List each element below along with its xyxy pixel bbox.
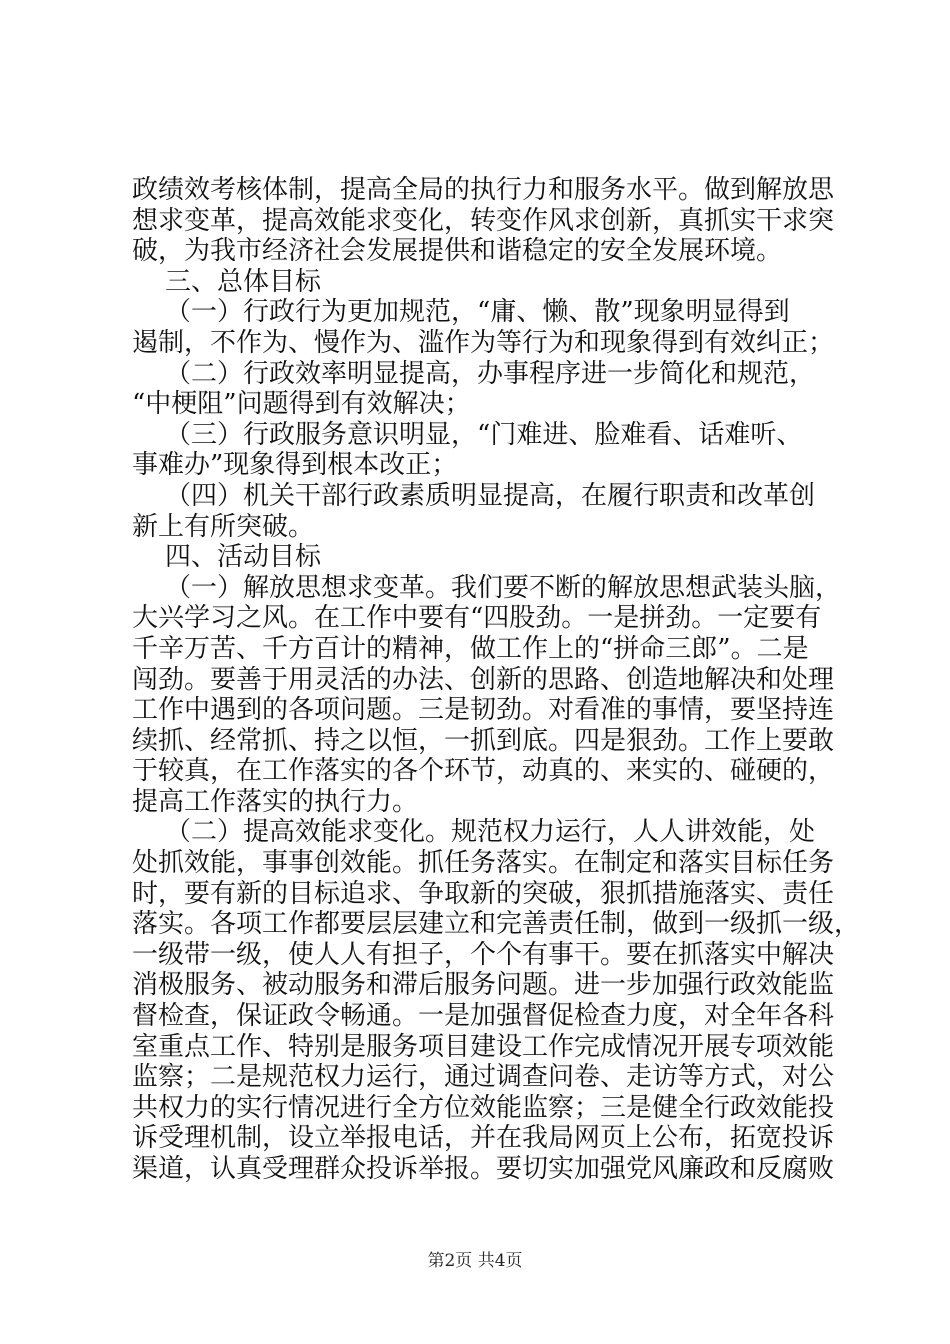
text-line: 落实。各项工作都要层层建立和完善责任制，做到一级抓一级， — [132, 909, 861, 940]
text-line: 消极服务、被动服务和滞后服务问题。进一步加强行政效能监 — [132, 970, 835, 1001]
text-line: 提高工作落实的执行力。 — [132, 786, 419, 817]
text-line: 闯劲。要善于用灵活的办法、创新的思路、创造地解决和处理 — [132, 664, 835, 695]
text-line: 一级带一级，使人人有担子，个个有事干。要在抓落实中解决 — [132, 939, 835, 970]
text-line: （二）行政效率明显提高，办事程序进一步简化和规范， — [132, 358, 816, 389]
text-line: 处抓效能，事事创效能。抓任务落实。在制定和落实目标任务 — [132, 848, 835, 879]
text-line: 政绩效考核体制，提高全局的执行力和服务水平。做到解放思 — [132, 175, 835, 205]
text-line: 室重点工作、特别是服务项目建设工作完成情况开展专项效能 — [132, 1031, 835, 1062]
text-line: 工作中遇到的各项问题。三是韧劲。对看准的事情，要坚持连 — [132, 695, 835, 726]
text-line: 破，为我市经济社会发展提供和谐稳定的安全发展环境。 — [132, 236, 783, 267]
text-line: 诉受理机制，设立举报电话，并在我局网页上公布，拓宽投诉 — [132, 1123, 835, 1154]
text-line: 事难办”现象得到根本改正； — [132, 450, 458, 481]
text-line: 新上有所突破。 — [132, 511, 315, 542]
page-footer: 第2页 共4页 — [427, 1251, 523, 1271]
text-line: （一）行政行为更加规范，“庸、懒、散”现象明显得到 — [132, 297, 790, 328]
text-line: “中梗阻”问题得到有效解决； — [132, 389, 471, 420]
text-line: （三）行政服务意识明显，“门难进、脸难看、话难听、 — [132, 419, 803, 450]
text-line: 四、活动目标 — [132, 542, 322, 573]
text-line: （四）机关干部行政素质明显提高，在履行职责和改革创 — [132, 480, 816, 511]
text-line: 监察；二是规范权力运行，通过调查问卷、走访等方式，对公 — [132, 1062, 835, 1093]
text-line: 督检查，保证政令畅通。一是加强督促检查力度，对全年各科 — [132, 1001, 835, 1032]
text-line: 大兴学习之风。在工作中要有“四股劲。一是拼劲。一定要有 — [132, 603, 822, 634]
text-line: （二）提高效能求变化。规范权力运行，人人讲效能，处 — [132, 817, 816, 848]
text-line: （一）解放思想求变革。我们要不断的解放思想武装头脑， — [132, 572, 842, 603]
text-line: 渠道，认真受理群众投诉举报。要切实加强党风廉政和反腐败 — [132, 1154, 835, 1184]
text-line: 续抓、经常抓、持之以恒，一抓到底。四是狠劲。工作上要敢 — [132, 725, 835, 756]
text-line: 千辛万苦、千方百计的精神，做工作上的“拼命三郎”。二是 — [132, 633, 809, 664]
text-line: 三、总体目标 — [132, 266, 322, 297]
document-body — [132, 175, 861, 1185]
text-line: 想求变革，提高效能求变化，转变作风求创新，真抓实干求突 — [132, 205, 835, 236]
text-line: 遏制，不作为、慢作为、滥作为等行为和现象得到有效纠正； — [132, 327, 835, 358]
text-line: 时，要有新的目标追求、争取新的突破，狠抓措施落实、责任 — [132, 878, 835, 909]
text-line: 于较真，在工作落实的各个环节，动真的、来实的、碰硬的， — [132, 756, 835, 787]
text-line: 共权力的实行情况进行全方位效能监察；三是健全行政效能投 — [132, 1092, 835, 1123]
